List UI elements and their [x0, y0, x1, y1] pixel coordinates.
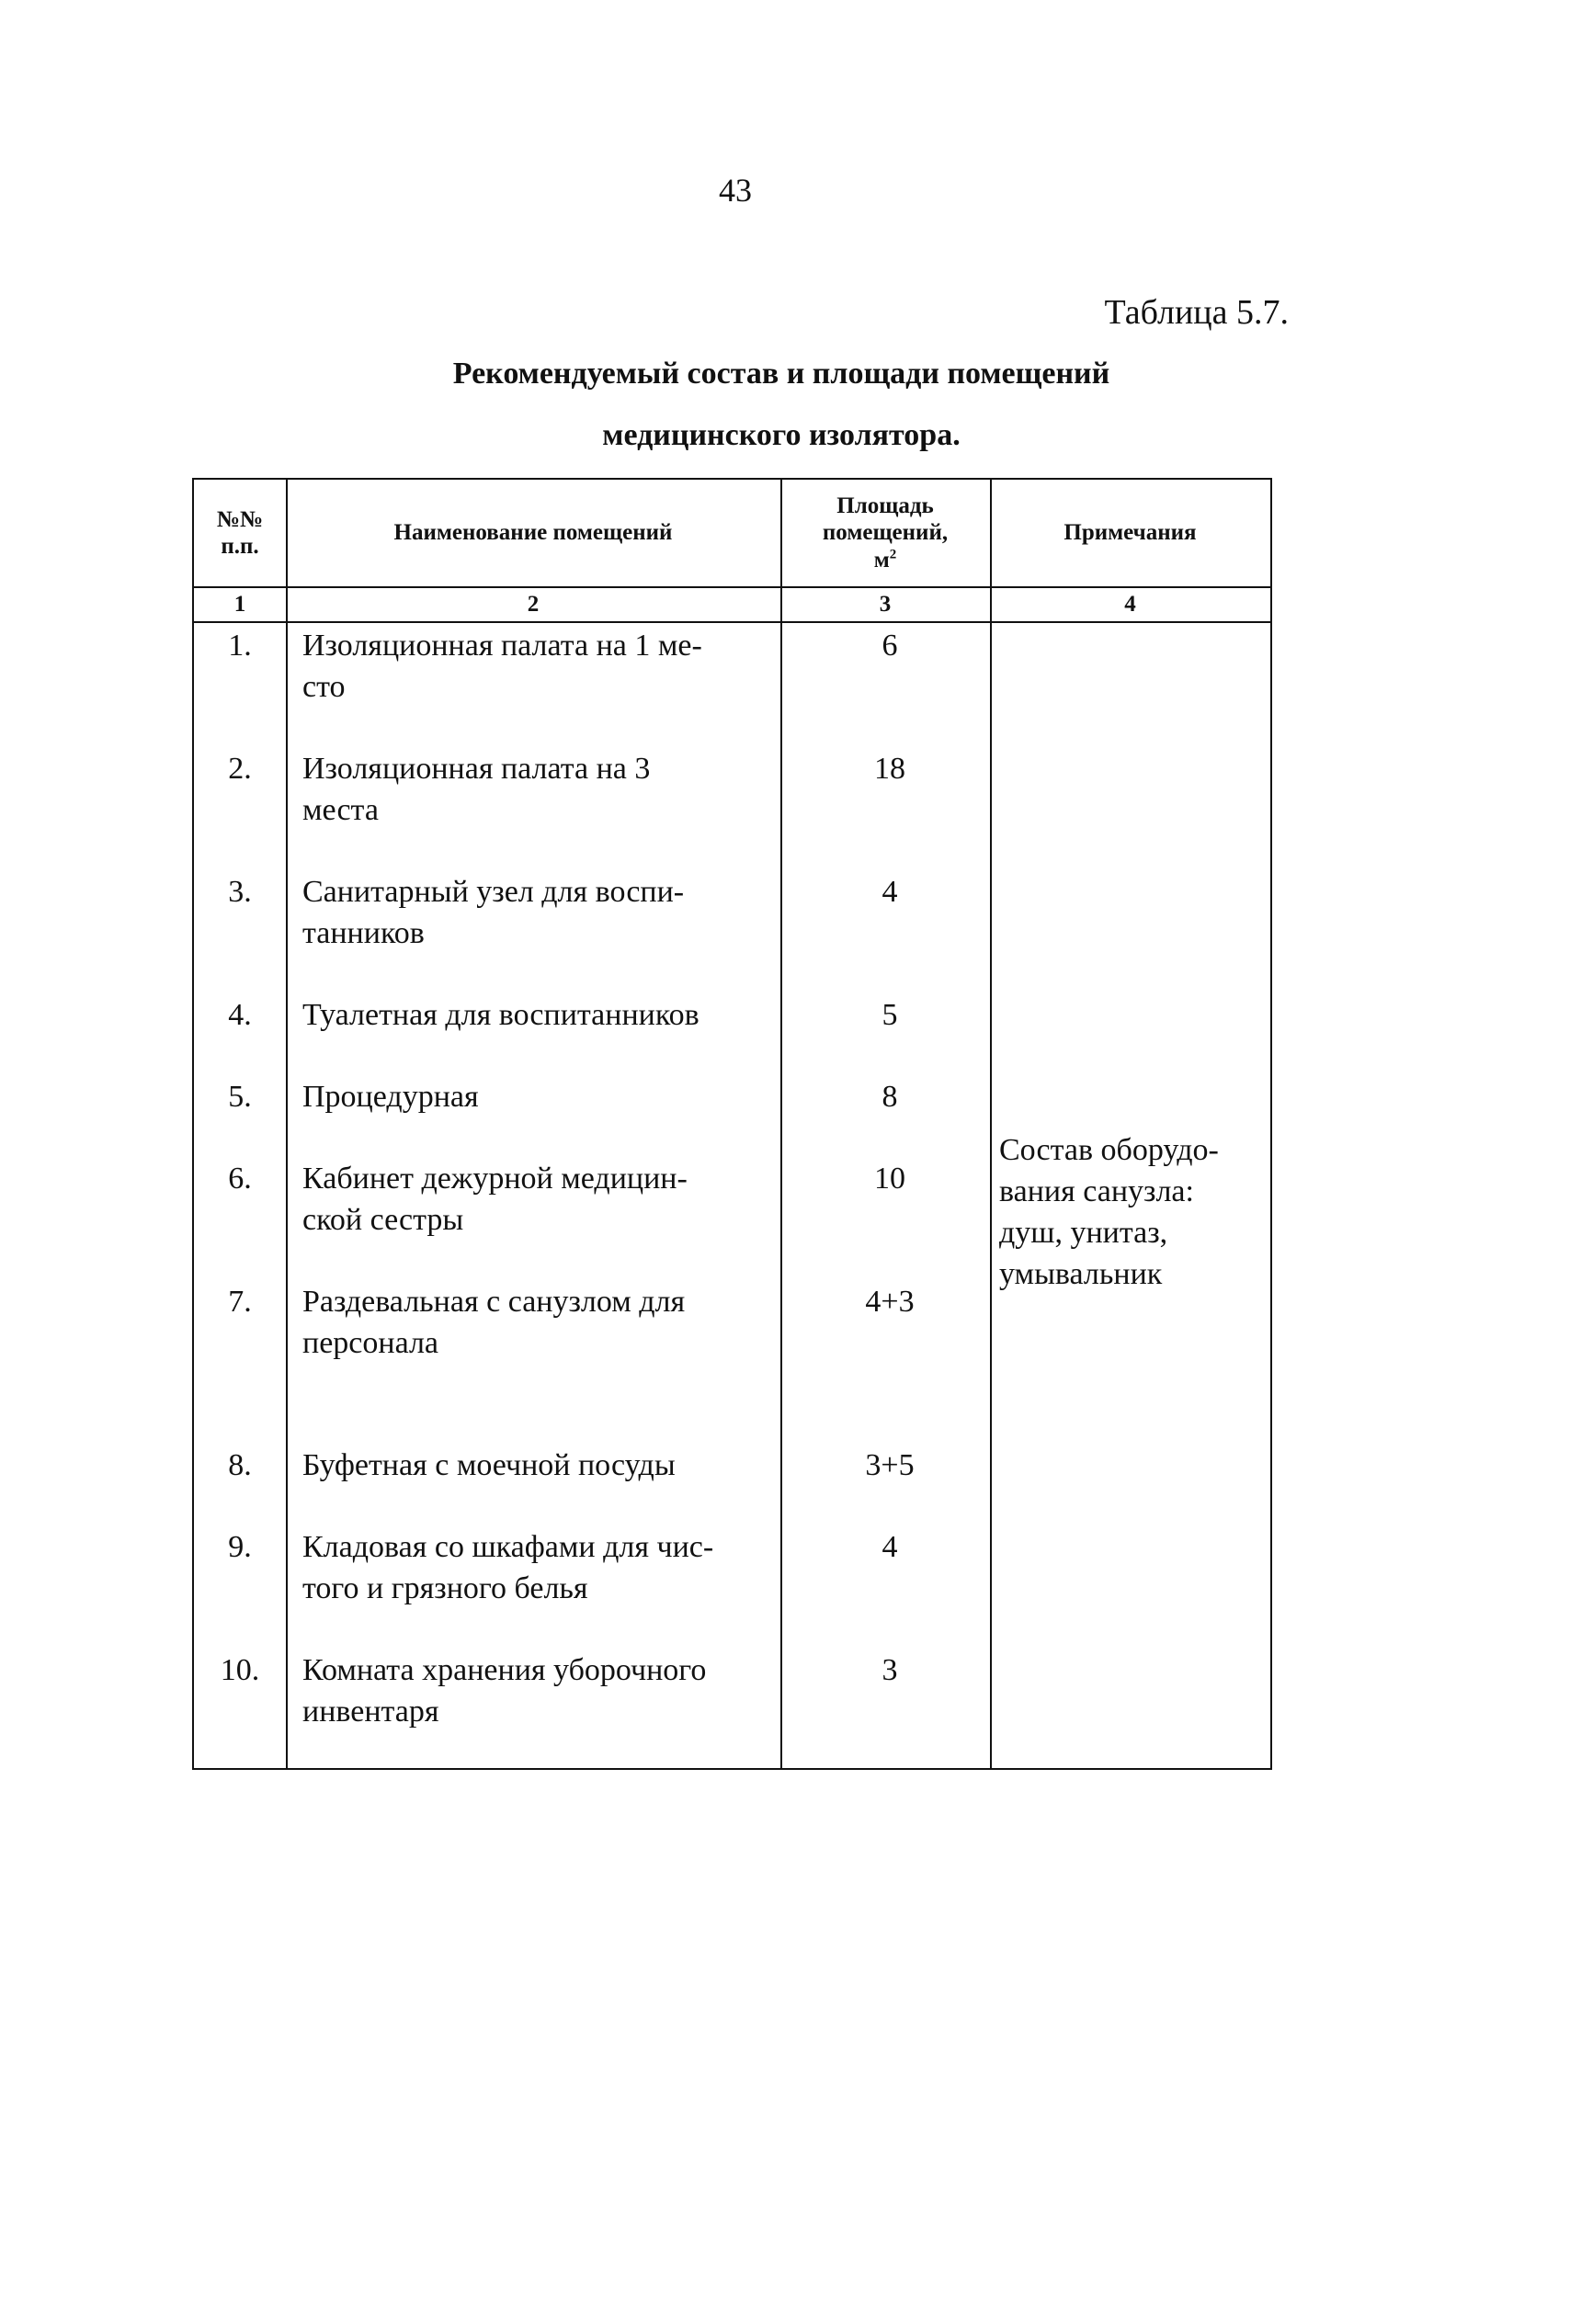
room-area: 4+3	[865, 1285, 915, 1319]
room-area: 3	[881, 1653, 898, 1687]
room-area: 6	[881, 629, 898, 663]
header-room-name: Наименование помещений	[393, 520, 673, 546]
column-divider	[990, 480, 992, 1768]
room-area: 5	[881, 998, 898, 1032]
column-number-3: 3	[879, 592, 892, 617]
column-divider	[780, 480, 782, 1768]
room-name: Кладовая со шкафами для чис- того и грязного белья	[302, 1530, 714, 1605]
row-divider	[194, 621, 1270, 623]
room-area: 4	[881, 875, 898, 909]
row-number: 3.	[228, 875, 252, 909]
row-number: 4.	[228, 998, 252, 1032]
column-number-4: 4	[1124, 592, 1136, 617]
header-number-line-1: №№	[216, 506, 264, 532]
room-area: 10	[874, 1162, 905, 1196]
header-area-unit-exponent: 2	[889, 547, 897, 562]
rooms-table	[192, 478, 1272, 1770]
header-number	[194, 480, 286, 586]
room-name: Туалетная для воспитанников	[302, 998, 700, 1032]
page-number: 43	[719, 172, 752, 209]
column-number-2: 2	[527, 592, 540, 617]
row-number: 10.	[220, 1653, 260, 1687]
table-label: Таблица 5.7.	[1104, 293, 1289, 332]
row-number: 2.	[228, 752, 252, 786]
room-name: Санитарный узел для воспи- танников	[302, 875, 685, 950]
header-area-line-1: Площадь	[836, 493, 934, 518]
room-name: Изоляционная палата на 3 места	[302, 752, 651, 827]
header-notes: Примечания	[1063, 520, 1197, 546]
room-name: Буфетная с моечной посуды	[302, 1448, 676, 1482]
row-number: 9.	[228, 1530, 252, 1564]
room-area: 3+5	[865, 1448, 915, 1482]
room-area: 18	[874, 752, 905, 786]
row-number: 6.	[228, 1162, 252, 1196]
table-title-line-1: Рекомендуемый состав и площади помещений	[452, 357, 1110, 391]
room-name: Процедурная	[302, 1080, 479, 1114]
header-number-line-2: п.п.	[221, 534, 259, 559]
room-name: Комната хранения уборочного инвентаря	[302, 1653, 707, 1729]
room-area: 4	[881, 1530, 898, 1564]
equipment-note: Состав оборудо- вания санузла: душ, унитаз, умывальник	[999, 1133, 1219, 1291]
header-area	[780, 480, 990, 586]
room-name: Кабинет дежурной медицин- ской сестры	[302, 1162, 688, 1237]
row-number: 1.	[228, 629, 252, 663]
row-number: 5.	[228, 1080, 252, 1114]
header-area-unit: $м^2$	[873, 547, 897, 572]
row-number: 8.	[228, 1448, 252, 1482]
header-area-line-2: помещений,	[822, 520, 949, 546]
row-number: 7.	[228, 1285, 252, 1319]
room-area: 8	[881, 1080, 898, 1114]
table-title-line-2: медицинского изолятора.	[602, 418, 961, 452]
room-name: Изоляционная палата на 1 ме- сто	[302, 629, 702, 704]
room-name: Раздевальная с санузлом для персонала	[302, 1285, 686, 1360]
column-number-1: 1	[233, 592, 246, 617]
column-divider	[286, 480, 288, 1768]
